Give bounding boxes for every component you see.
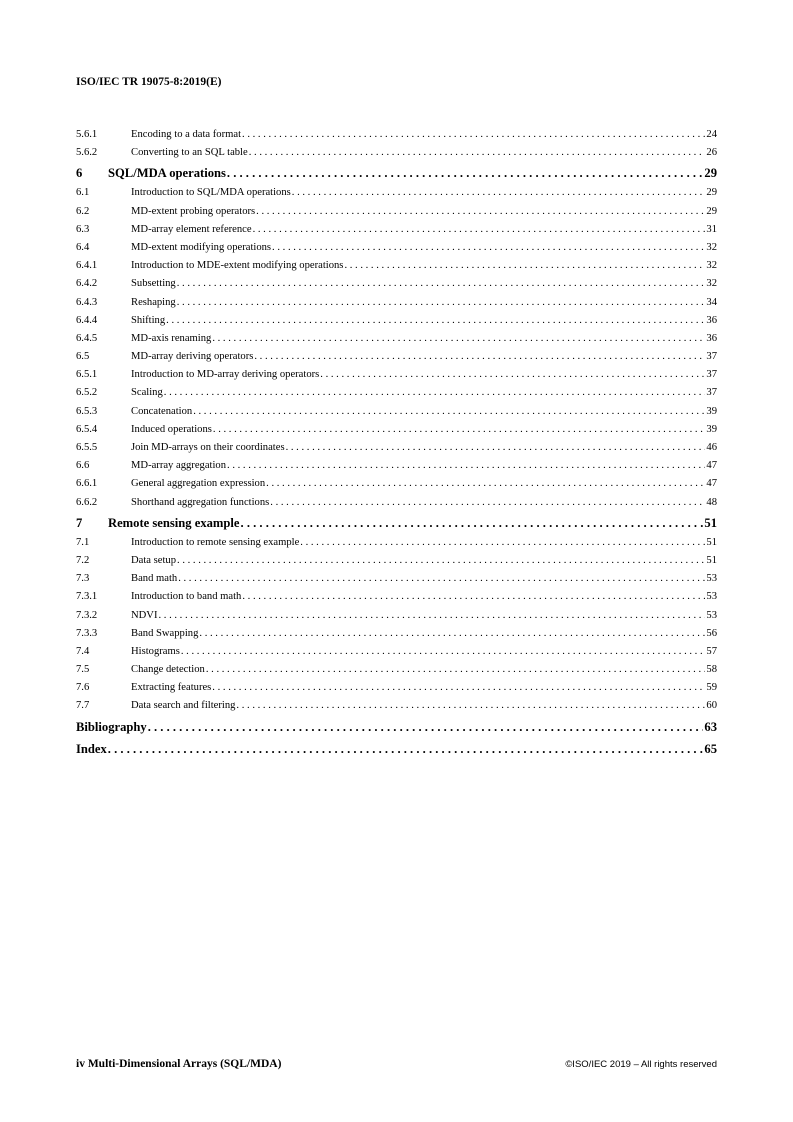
toc-entry-page: 29: [704, 166, 717, 181]
toc-entry[interactable]: [76, 275, 717, 293]
toc-entry-title: Scaling: [131, 387, 163, 399]
toc-dot-leader: [344, 257, 705, 275]
toc-entry[interactable]: [76, 312, 717, 330]
toc-entry-title: Shifting: [131, 314, 166, 326]
toc-entry[interactable]: [76, 403, 717, 421]
toc-dot-leader: [236, 697, 705, 715]
toc-entry-number: 7.1: [76, 536, 90, 548]
toc-entry-page: 57: [706, 645, 717, 657]
toc-entry-title: Shorthand aggregation functions: [131, 496, 270, 508]
toc-entry-page: 39: [706, 423, 717, 435]
toc-dot-leader: [181, 643, 706, 661]
toc-dot-leader: [148, 716, 704, 738]
toc-dot-leader: [166, 312, 705, 330]
toc-dot-leader: [164, 384, 706, 402]
toc-dot-leader: [292, 184, 706, 202]
toc-entry[interactable]: [76, 738, 717, 760]
toc-entry-title: Concatenation: [131, 405, 193, 417]
toc-entry-number: 7.5: [76, 664, 90, 676]
toc-dot-leader: [213, 421, 706, 439]
toc-entry[interactable]: [76, 588, 717, 606]
toc-entry-number: 6.5.1: [76, 369, 98, 381]
toc-entry[interactable]: [76, 552, 717, 570]
toc-entry-number: 6.4.1: [76, 260, 98, 272]
toc-dot-leader: [242, 588, 705, 606]
toc-entry-title: Induced operations: [131, 423, 212, 435]
toc-entry-number: 6.4.2: [76, 278, 98, 290]
toc-entry-number: 6.6.1: [76, 478, 98, 490]
toc-entry-page: 58: [706, 664, 717, 676]
toc-entry-page: 63: [704, 719, 717, 734]
toc-entry[interactable]: [76, 294, 717, 312]
toc-dot-leader: [227, 457, 705, 475]
toc-entry-title: Introduction to SQL/MDA operations: [131, 187, 291, 199]
toc-entry-number: 6.4.4: [76, 314, 98, 326]
toc-dot-leader: [212, 679, 705, 697]
toc-entry[interactable]: [76, 475, 717, 493]
toc-entry-page: 53: [706, 591, 717, 603]
toc-entry-number: 6.5.5: [76, 442, 98, 453]
toc-entry-number: 7.2: [76, 554, 90, 566]
toc-entry-page: 53: [706, 573, 717, 585]
toc-dot-leader: [177, 552, 705, 570]
toc-dot-leader: [300, 534, 705, 552]
table-of-contents: [76, 126, 717, 760]
toc-entry-title: Bibliography: [76, 719, 147, 734]
toc-entry[interactable]: [76, 184, 717, 202]
toc-entry[interactable]: [76, 570, 717, 588]
toc-entry-title: Reshaping: [131, 296, 176, 308]
toc-entry[interactable]: [76, 421, 717, 439]
toc-entry-title: Data search and filtering: [131, 700, 236, 712]
toc-entry-number: 7.3.1: [76, 591, 98, 603]
toc-entry-number: 6.5.2: [76, 387, 98, 399]
toc-entry-page: 47: [706, 478, 717, 490]
toc-entry-title: SQL/MDA operations: [108, 166, 226, 181]
toc-entry-title: MD-array element reference: [131, 223, 252, 235]
toc-entry-title: Converting to an SQL table: [131, 147, 248, 159]
toc-dot-leader: [272, 239, 705, 257]
toc-entry-title: Extracting features: [131, 682, 212, 694]
toc-entry-number: 6.6: [76, 460, 90, 472]
toc-entry[interactable]: [76, 679, 717, 697]
toc-entry-title: Encoding to a data format: [131, 129, 242, 140]
toc-entry[interactable]: [76, 607, 717, 625]
toc-entry-number: 7.3.2: [76, 609, 98, 621]
toc-dot-leader: [286, 439, 706, 457]
toc-entry-title: General aggregation expression: [131, 478, 266, 490]
toc-entry-page: 32: [706, 260, 717, 272]
toc-entry-number: 6.5.3: [76, 405, 98, 417]
toc-entry[interactable]: [76, 203, 717, 221]
toc-entry-title: Change detection: [131, 664, 205, 676]
toc-entry-page: 29: [706, 205, 717, 217]
toc-entry-title: MD-extent modifying operations: [131, 241, 272, 253]
toc-entry-number: 6.4.3: [76, 296, 98, 308]
toc-entry-title: Histograms: [131, 645, 180, 657]
toc-dot-leader: [227, 162, 704, 184]
toc-entry[interactable]: [76, 144, 717, 162]
toc-entry-number: 6.5: [76, 351, 90, 363]
toc-entry-page: 37: [706, 369, 717, 381]
toc-entry-title: MD-axis renaming: [131, 332, 212, 344]
toc-dot-leader: [266, 475, 705, 493]
toc-entry-page: 32: [706, 241, 717, 253]
toc-entry[interactable]: [76, 716, 717, 738]
toc-entry-page: 26: [706, 147, 717, 159]
toc-entry-number: 5.6.2: [76, 147, 98, 159]
toc-entry-page: 29: [706, 187, 717, 199]
toc-entry[interactable]: [76, 348, 717, 366]
toc-dot-leader: [158, 607, 705, 625]
toc-dot-leader: [108, 738, 704, 760]
toc-dot-leader: [249, 144, 706, 162]
toc-entry-title: Data setup: [131, 554, 177, 566]
toc-entry-number: 7.4: [76, 645, 90, 657]
toc-entry-title: NDVI: [131, 609, 158, 621]
toc-dot-leader: [177, 275, 706, 293]
toc-entry-number: 6.4.5: [76, 332, 98, 344]
toc-entry[interactable]: [76, 239, 717, 257]
toc-entry-number: 6: [76, 166, 83, 181]
toc-entry[interactable]: [76, 257, 717, 275]
toc-entry-title: Band Swapping: [131, 627, 199, 639]
toc-entry-title: Band math: [131, 573, 178, 585]
toc-entry-page: 36: [706, 314, 717, 326]
toc-entry-number: 6.5.4: [76, 423, 98, 435]
toc-dot-leader: [254, 348, 705, 366]
toc-entry-page: 36: [706, 332, 717, 344]
toc-entry[interactable]: [76, 221, 717, 239]
toc-dot-leader: [177, 294, 706, 312]
toc-entry-number: 7.3: [76, 573, 90, 585]
toc-entry-page: 48: [706, 496, 717, 508]
toc-entry-title: Introduction to MD-array deriving operators: [131, 369, 320, 381]
toc-entry[interactable]: [76, 162, 717, 184]
toc-dot-leader: [241, 512, 704, 534]
toc-entry-number: 7.3.3: [76, 627, 98, 639]
toc-entry-number: 6.1: [76, 187, 90, 199]
toc-entry-number: 7.7: [76, 700, 90, 712]
toc-entry-number: 6.2: [76, 205, 90, 217]
toc-entry-title: Introduction to band math: [131, 591, 242, 603]
toc-dot-leader: [206, 661, 706, 679]
toc-entry[interactable]: [76, 439, 717, 457]
toc-entry-number: 7: [76, 515, 83, 530]
toc-entry[interactable]: [76, 534, 717, 552]
toc-dot-leader: [256, 203, 705, 221]
toc-entry[interactable]: [76, 494, 717, 512]
toc-entry-page: 53: [706, 609, 717, 621]
toc-entry[interactable]: [76, 643, 717, 661]
toc-entry-page: 65: [704, 741, 717, 756]
toc-entry-page: 46: [706, 442, 717, 453]
toc-entry[interactable]: [76, 512, 717, 534]
toc-entry[interactable]: [76, 661, 717, 679]
toc-entry[interactable]: [76, 697, 717, 715]
toc-entry-page: 32: [706, 278, 717, 290]
toc-entry[interactable]: [76, 330, 717, 348]
toc-entry-title: MD-extent probing operators: [131, 205, 256, 217]
toc-entry-number: 6.6.2: [76, 496, 98, 508]
toc-entry-page: 47: [706, 460, 717, 472]
toc-entry-page: 31: [706, 223, 717, 235]
toc-entry-title: MD-array deriving operators: [131, 351, 254, 363]
toc-entry-page: 37: [706, 387, 717, 399]
toc-dot-leader: [320, 366, 705, 384]
toc-entry-page: 51: [704, 515, 717, 530]
toc-entry-number: 7.6: [76, 682, 90, 694]
toc-entry-title: MD-array aggregation: [131, 460, 227, 472]
toc-entry-title: Subsetting: [131, 278, 176, 290]
toc-entry[interactable]: [76, 366, 717, 384]
toc-entry-page: 34: [706, 296, 717, 308]
toc-dot-leader: [242, 126, 705, 144]
toc-entry-page: 56: [706, 627, 717, 639]
toc-entry-title: Remote sensing example: [108, 515, 240, 530]
toc-entry-page: 51: [706, 554, 717, 566]
toc-dot-leader: [178, 570, 705, 588]
toc-entry-number: 5.6.1: [76, 129, 98, 140]
toc-entry[interactable]: [76, 384, 717, 402]
toc-dot-leader: [199, 625, 705, 643]
toc-dot-leader: [193, 403, 705, 421]
toc-entry-page: 39: [706, 405, 717, 417]
toc-dot-leader: [212, 330, 705, 348]
toc-dot-leader: [270, 494, 705, 512]
toc-entry-page: 51: [706, 536, 717, 548]
toc-entry-title: Introduction to MDE-extent modifying operations: [131, 260, 344, 272]
toc-entry-title: Index: [76, 741, 107, 756]
toc-entry-page: 24: [706, 129, 717, 140]
toc-entry-page: 59: [706, 682, 717, 694]
toc-entry-number: 6.4: [76, 241, 90, 253]
toc-entry-page: 60: [706, 700, 717, 712]
toc-dot-leader: [253, 221, 706, 239]
toc-entry-number: 6.3: [76, 223, 90, 235]
toc-entry[interactable]: [76, 126, 717, 144]
toc-entry-page: 37: [706, 351, 717, 363]
toc-entry[interactable]: [76, 457, 717, 475]
toc-entry-title: Introduction to remote sensing example: [131, 536, 300, 548]
footer-copyright: ©ISO/IEC 2019 – All rights reserved: [565, 1059, 717, 1070]
toc-entry-title: Join MD-arrays on their coordinates: [131, 442, 285, 453]
footer-page-label: iv Multi-Dimensional Arrays (SQL/MDA): [76, 1058, 282, 1070]
toc-entry[interactable]: [76, 625, 717, 643]
document-id: ISO/IEC TR 19075-8:2019(E): [76, 76, 222, 88]
